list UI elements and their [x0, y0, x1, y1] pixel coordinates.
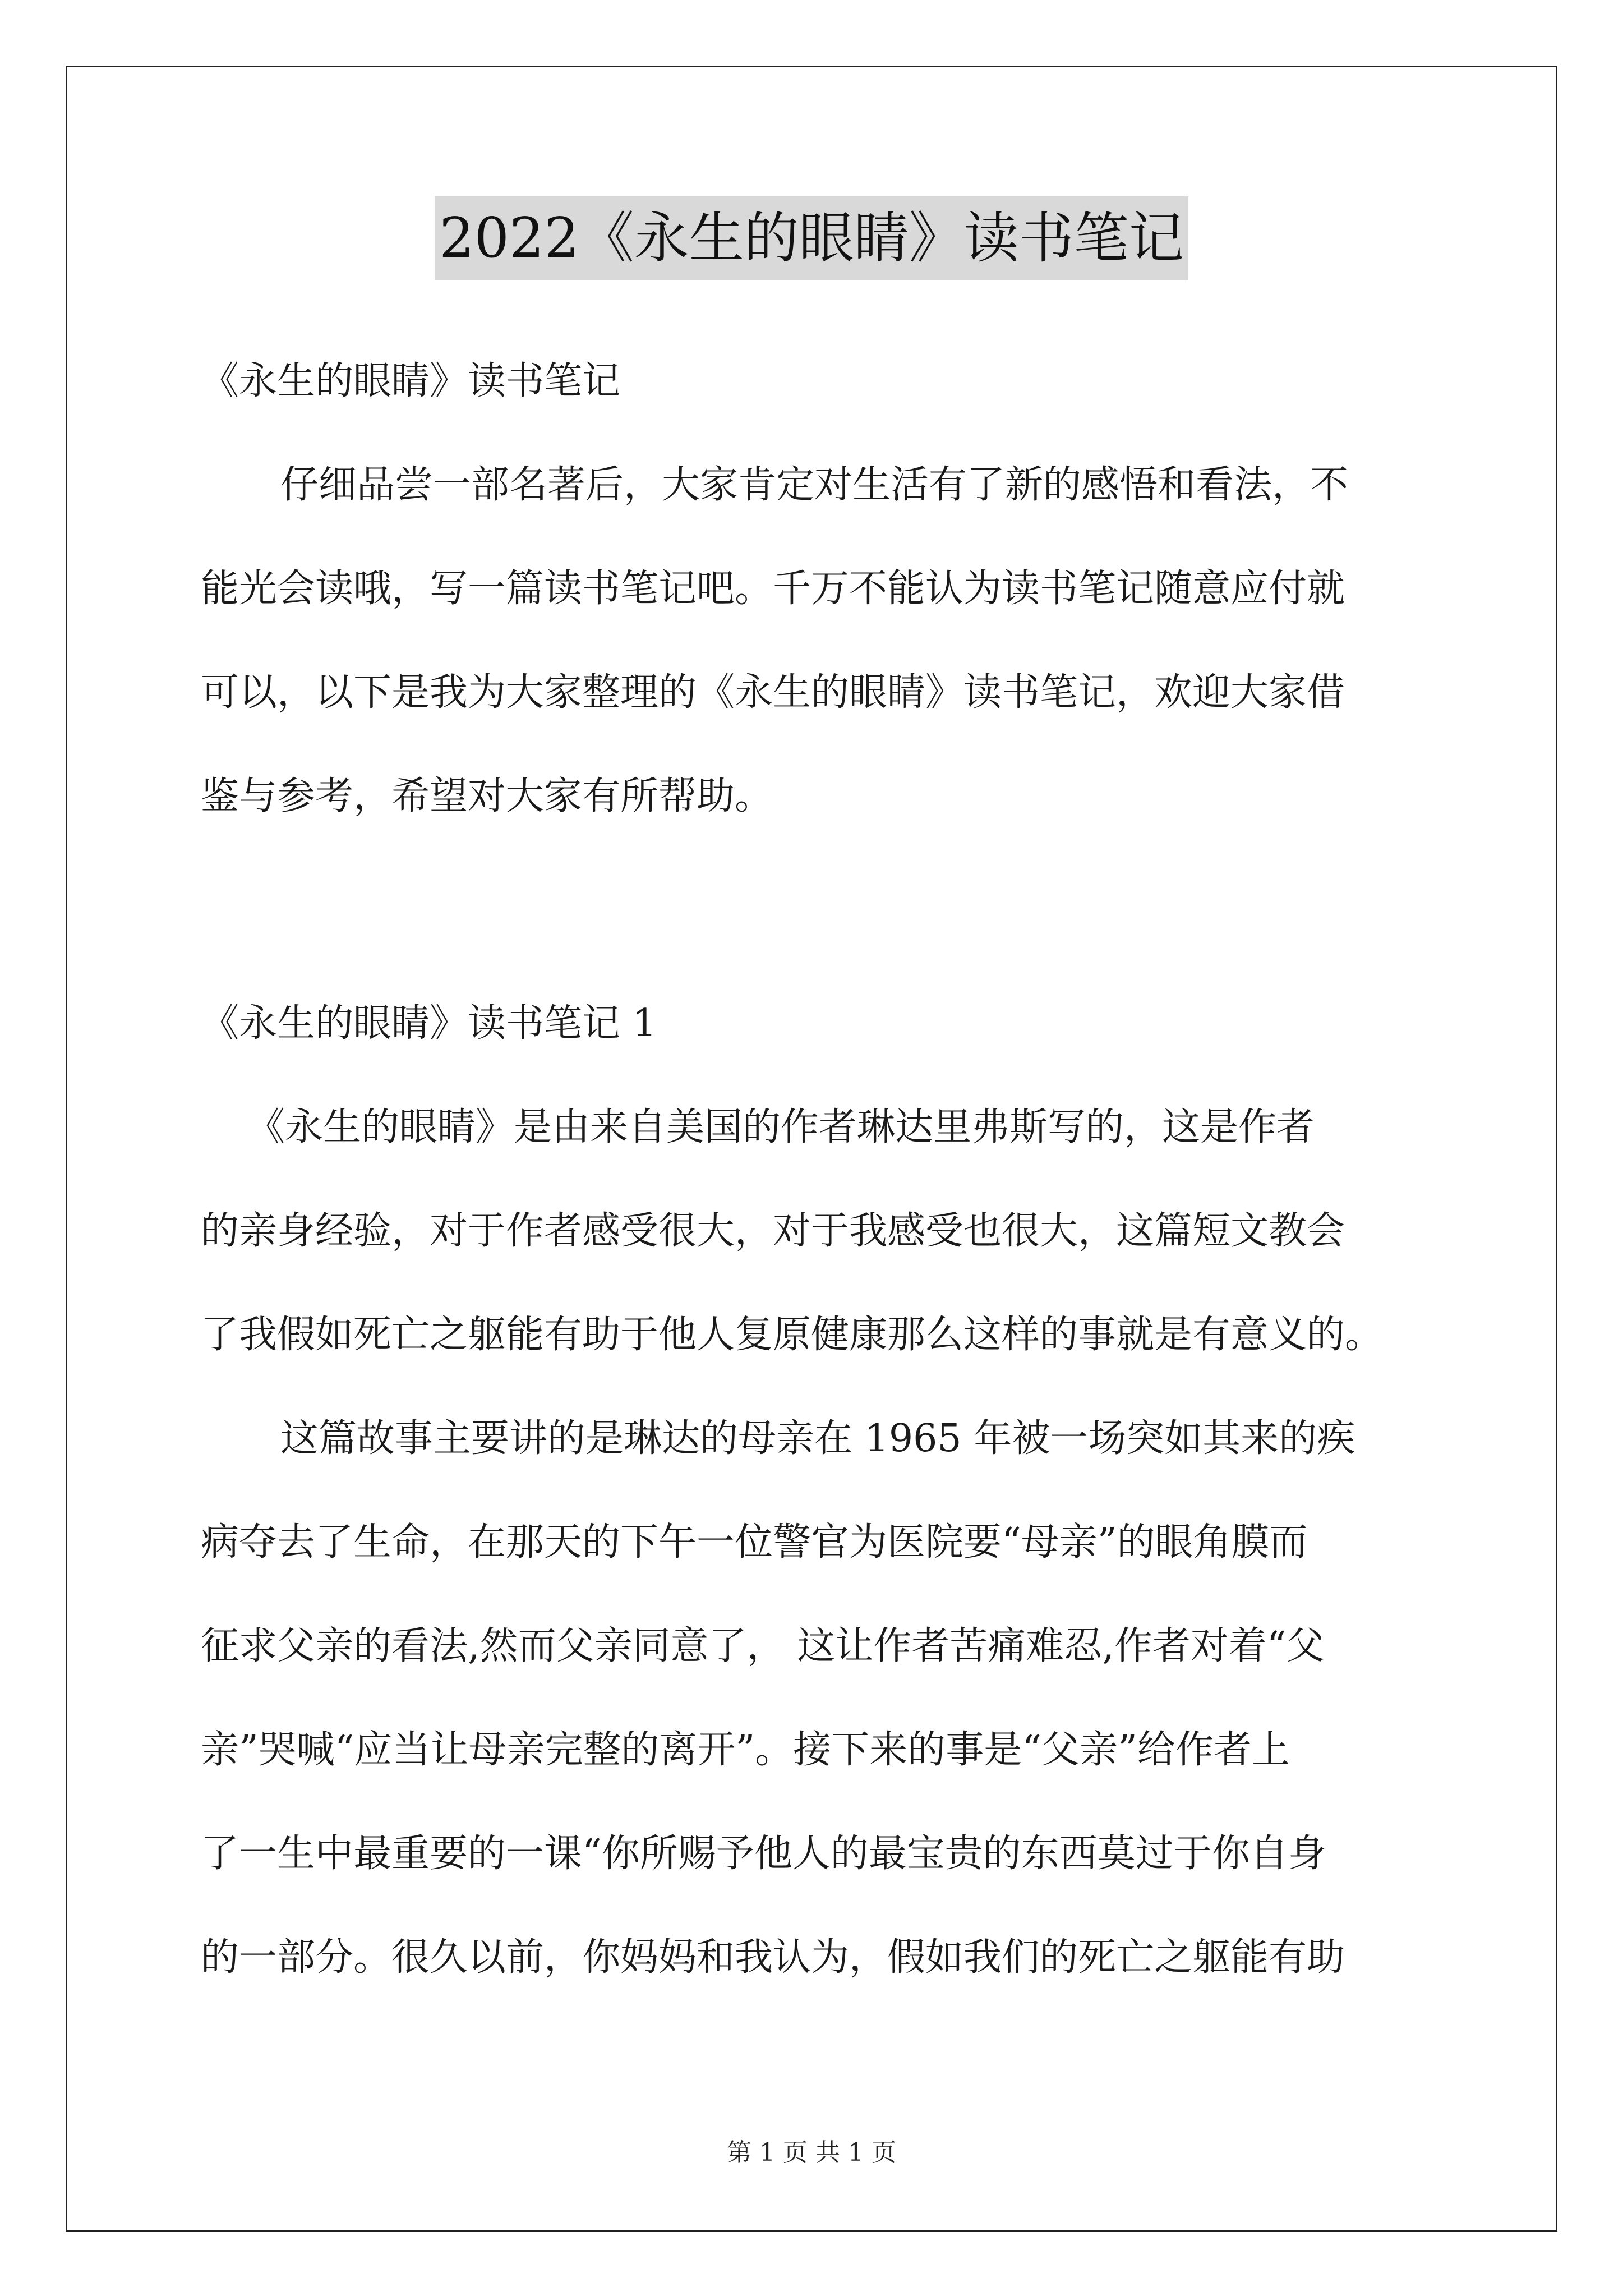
paragraph-line: 的亲身经验，对于作者感受很大，对于我感受也很大，这篇短文教会	[201, 1209, 1345, 1253]
paragraph-line: 能光会读哦，写一篇读书笔记吧。千万不能认为读书笔记随意应付就	[201, 567, 1345, 611]
paragraph-line: 《永生的眼睛》是由来自美国的作者琳达里弗斯写的，这是作者	[247, 1105, 1315, 1149]
paragraph-line: 亲”哭喊“应当让母亲完整的离开”。接下来的事是“父亲”给作者上	[201, 1728, 1290, 1772]
intro-heading: 《永生的眼睛》读书笔记	[201, 359, 621, 403]
paragraph-line: 了一生中最重要的一课“你所赐予他人的最宝贵的东西莫过于你自身	[201, 1832, 1326, 1876]
paragraph-line: 仔细品尝一部名著后，大家肯定对生活有了新的感悟和看法，不	[280, 463, 1349, 507]
paragraph-line: 这篇故事主要讲的是琳达的母亲在 1965 年被一场突如其来的疾	[280, 1416, 1355, 1461]
paragraph-line: 了我假如死亡之躯能有助于他人复原健康那么这样的事就是有意义的。	[201, 1313, 1384, 1357]
paragraph-line: 可以，以下是我为大家整理的《永生的眼睛》读书笔记，欢迎大家借	[201, 670, 1345, 715]
title-container	[0, 196, 1623, 280]
section-heading: 《永生的眼睛》读书笔记 1	[201, 1001, 657, 1046]
paragraph-line: 病夺去了生命，在那天的下午一位警官为医院要“母亲”的眼角膜而	[201, 1520, 1308, 1565]
document-title: 2022《永生的眼睛》读书笔记	[435, 196, 1188, 280]
paragraph-line: 鉴与参考，希望对大家有所帮助。	[201, 774, 773, 818]
paragraph-line: 的一部分。很久以前，你妈妈和我认为，假如我们的死亡之躯能有助	[201, 1935, 1345, 1980]
page-footer: 第 1 页 共 1 页	[727, 2138, 896, 2167]
paragraph-line: 征求父亲的看法,然而父亲同意了， 这让作者苦痛难忍,作者对着“父	[201, 1624, 1325, 1668]
